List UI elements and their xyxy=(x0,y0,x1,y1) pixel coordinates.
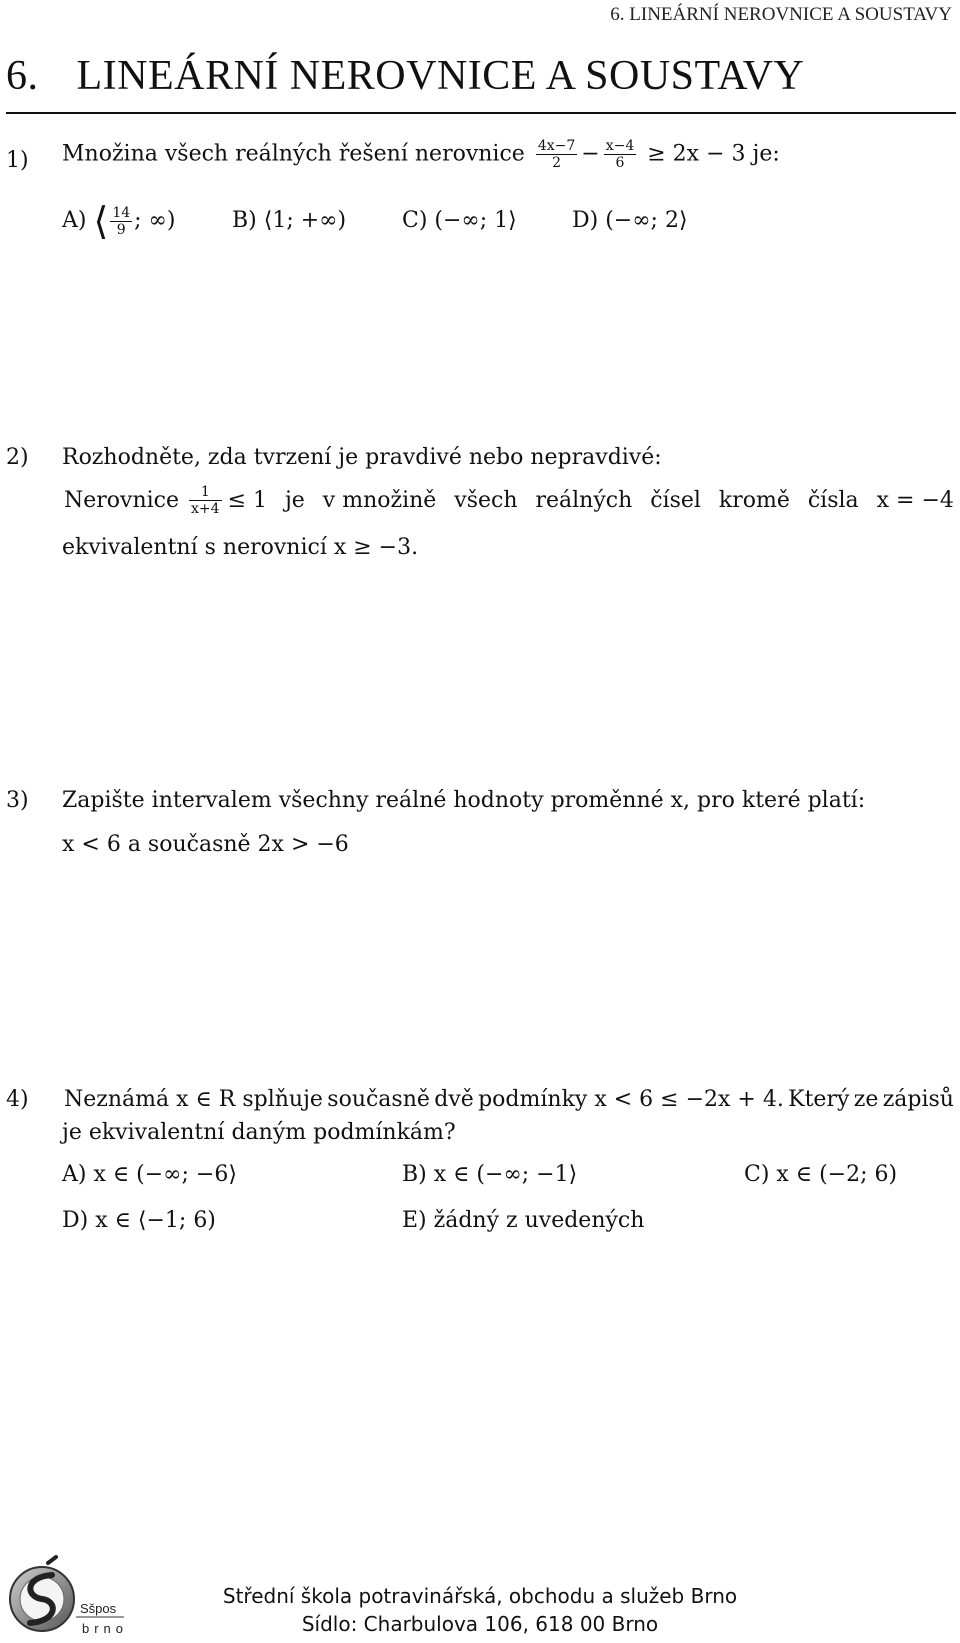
q3-prompt: Zapište intervalem všechny reálné hodnoty proměnné x, pro které platí: xyxy=(62,788,866,813)
q1-minus: − xyxy=(581,141,600,167)
q4-option-d: D) x ∈ ⟨−1; 6) xyxy=(62,1208,216,1233)
svg-text:Sšpos: Sšpos xyxy=(80,1601,117,1616)
q1-fraction-2: $\frac{x-4}{6}$ xyxy=(605,138,635,171)
q2-statement-line2: ekvivalentní s nerovnicí x ≥ −3. xyxy=(62,535,419,560)
q4-number: 4) xyxy=(6,1087,29,1112)
q1-text-after: ≥ 2x − 3 je: xyxy=(647,141,780,167)
q1-option-b: B) ⟨1; +∞) xyxy=(232,208,347,233)
q1-text: Množina všech reálných řešení nerovnice xyxy=(62,141,525,167)
q2-prompt: Rozhodněte, zda tvrzení je pravdivé nebo nepravdivé: xyxy=(62,445,662,470)
svg-text:brno: brno xyxy=(82,1621,126,1636)
q1-statement xyxy=(62,138,780,171)
q4-option-a: A) x ∈ (−∞; −6⟩ xyxy=(62,1162,237,1187)
q1-option-a: A) ⟨ $\frac{14}{9}$ ; ∞) xyxy=(62,199,176,243)
q3-condition: x < 6 a současně 2x > −6 xyxy=(62,832,349,857)
q1-option-d: D) (−∞; 2⟩ xyxy=(572,208,688,233)
q4-option-e: E) žádný z uvedených xyxy=(402,1208,645,1233)
q1-fraction-1: $\frac{4x-7}{2}$ xyxy=(537,138,576,171)
q4-statement-line1: Neznámá x ∈ R splňuje současně dvě podmínky x < 6 ≤ −2x + 4. Který ze zápisů xyxy=(64,1087,954,1112)
footer-school-name: Střední škola potravinářská, obchodu a služeb Brno xyxy=(222,1584,738,1608)
chapter-title-text: LINEÁRNÍ NEROVNICE A SOUSTAVY xyxy=(76,53,805,99)
chapter-title xyxy=(6,52,804,100)
q3-number: 3) xyxy=(6,788,29,813)
q4-statement-line2: je ekvivalentní daným podmínkám? xyxy=(62,1120,456,1145)
q1-option-c: C) (−∞; 1⟩ xyxy=(402,208,517,233)
footer-address: Sídlo: Charbulova 106, 618 00 Brno xyxy=(301,1612,659,1636)
q2-statement-line1: Nerovnice $\frac{1}{x+4}$ ≤ 1 je v množině všech reálných čísel kromě čísla x = −4 xyxy=(64,484,954,517)
q1-number: 1) xyxy=(6,148,29,173)
q2-number: 2) xyxy=(6,445,29,470)
chapter-number: 6. xyxy=(6,53,39,99)
running-header: 6. LINEÁRNÍ NEROVNICE A SOUSTAVY xyxy=(610,4,952,25)
q4-option-b: B) x ∈ (−∞; −1⟩ xyxy=(402,1162,578,1187)
q4-option-c: C) x ∈ (−2; 6) xyxy=(744,1162,898,1187)
title-divider xyxy=(6,112,956,114)
